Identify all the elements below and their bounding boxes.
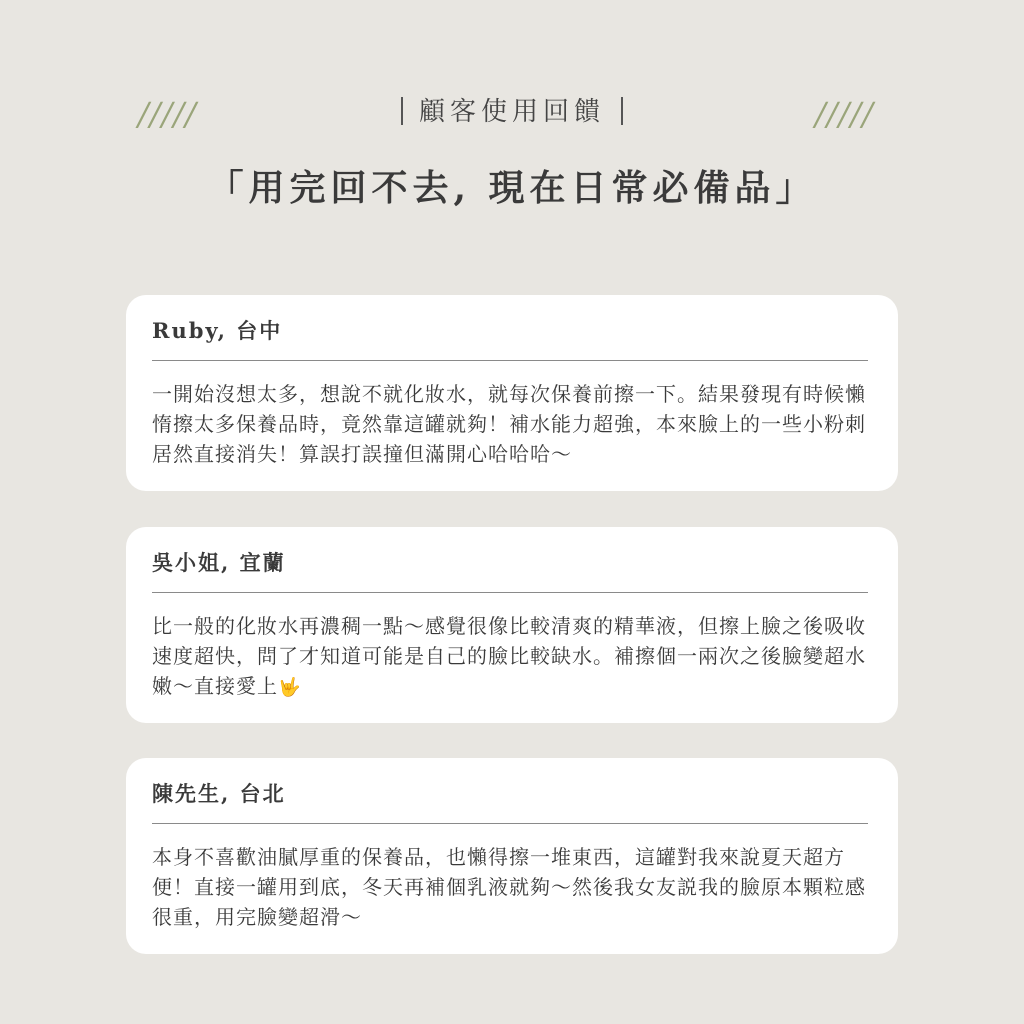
love-you-gesture-icon: 🤟 [278, 677, 302, 698]
headline: 「用完回不去, 現在日常必備品」 [207, 167, 817, 209]
subtitle-right-bar [621, 97, 623, 125]
review-card-3 [126, 758, 898, 954]
review-text-wrapper [152, 611, 872, 703]
reviewer-name: Ruby, 台中 [152, 318, 283, 343]
review-text: 一開始沒想太多，想說不就化妝水，就每次保養前擦一下。結果發現有時候懶惰擦太多保養品時，竟然靠這罐就夠！補水能力超強，本來臉上的一些小粉刺居然直接消失！算誤打誤撞但滿開心哈哈哈～ [152, 382, 866, 466]
section-subtitle [0, 92, 1024, 132]
review-text: 比一般的化妝水再濃稠一點～感覺很像比較清爽的精華液，但擦上臉之後吸收速度超快，問了才知道可能是自己的臉比較缺水。補擦個一兩次之後臉變超水嫩～直接愛上 [152, 614, 866, 698]
reviewer-name: 吳小姐, 宜蘭 [152, 550, 286, 575]
card-divider [152, 360, 868, 361]
left-slashes-decoration: ///// [138, 95, 197, 133]
subtitle-text: 顧客使用回饋 [418, 97, 605, 127]
review-text: 本身不喜歡油膩厚重的保養品，也懶得擦一堆東西，這罐對我來說夏天超方便！直接一罐用到底，冬天再補個乳液就夠～然後我女友説我的臉原本顆粒感很重，用完臉變超滑～ [152, 845, 866, 929]
reviewer-name: 陳先生, 台北 [152, 781, 286, 806]
subtitle-left-bar [401, 97, 403, 125]
review-card-2 [126, 527, 898, 723]
card-divider [152, 592, 868, 593]
review-card-1 [126, 295, 898, 491]
right-slashes-decoration: ///// [815, 95, 874, 133]
card-divider [152, 823, 868, 824]
